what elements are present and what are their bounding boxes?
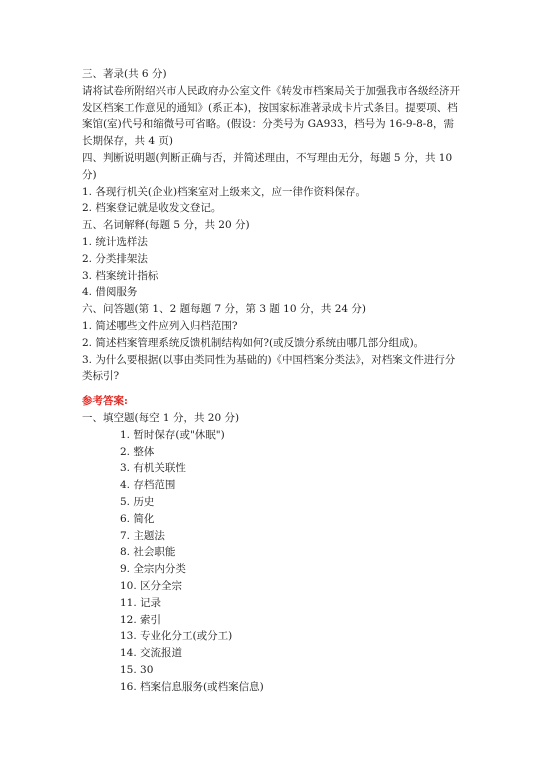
section-5-heading: 五、名词解释(每题 5 分，共 20 分) — [82, 219, 250, 232]
answer-item: 2. 整体 — [120, 445, 155, 458]
answer-item: 5. 历史 — [120, 495, 155, 508]
answer-item: 15. 30 — [120, 663, 154, 676]
section-6-item: 2. 简述档案管理系统反馈机制结构如何?(或反馈分系统由哪几部分组成)。 — [82, 336, 425, 349]
answer-item: 11. 记录 — [120, 596, 162, 609]
answer-item: 4. 存档范围 — [120, 479, 176, 492]
answer-item: 12. 索引 — [120, 613, 162, 626]
section-3-heading: 三、著录(共 6 分) — [82, 68, 167, 80]
section-3 — [82, 66, 464, 150]
section-4-heading: 四、判断说明题(判断正确与否，并简述理由，不写理由无分，每题 5 分，共 10 分) — [82, 151, 453, 181]
section-5-item: 3. 档案统计指标 — [82, 269, 159, 282]
document-page — [82, 66, 464, 695]
answer-key — [82, 393, 464, 695]
section-6-item: 1. 简述哪些文件应列入归档范围? — [82, 319, 238, 332]
answer-item: 10. 区分全宗 — [120, 579, 183, 592]
answer-item: 16. 档案信息服务(或档案信息) — [120, 680, 264, 693]
section-5 — [82, 217, 464, 301]
section-6-item: 3. 为什么要根据(以事由类同性为基础的)《中国档案分类法》，对档案文件进行分类标引? — [82, 353, 456, 383]
section-5-item: 1. 统计选样法 — [82, 235, 148, 248]
answer-key-title: 参考答案: — [82, 395, 128, 408]
answer-item: 13. 专业化分工(或分工) — [120, 630, 233, 643]
answer-item: 7. 主题法 — [120, 529, 165, 542]
section-4 — [82, 150, 464, 217]
answer-item: 9. 全宗内分类 — [120, 563, 186, 576]
section-6-heading: 六、问答题(第 1、2 题每题 7 分，第 3 题 10 分，共 24 分) — [82, 303, 367, 316]
answer-item: 14. 交流报道 — [120, 647, 183, 660]
section-5-item: 2. 分类排架法 — [82, 252, 148, 265]
answer-list — [82, 427, 464, 696]
section-3-body: 请将试卷所附绍兴市人民政府办公室文件《转发市档案局关于加强我市各级经济开发区档案工作意见的通知》(系正本)，按国家标准著录成卡片式条目。提要项、档案馆(室)代号和缩微号可省略。(假设：分类号为 GA933，档号为 16-9-8-8，需长期保存，共 4 页) — [82, 84, 460, 148]
answer-item: 8. 社会职能 — [120, 546, 176, 559]
answer-section-1-heading: 一、填空题(每空 1 分，共 20 分) — [82, 411, 240, 424]
answer-item: 1. 暂时保存(或"休眠") — [120, 428, 225, 441]
section-5-item: 4. 借阅服务 — [82, 286, 138, 299]
answer-item: 3. 有机关联性 — [120, 462, 186, 475]
section-6 — [82, 301, 464, 385]
section-4-item: 1. 各现行机关(企业)档案室对上级来文，应一律作资料保存。 — [82, 185, 367, 198]
section-4-item: 2. 档案登记就是收发文登记。 — [82, 202, 222, 215]
answer-item: 6. 简化 — [120, 512, 155, 525]
